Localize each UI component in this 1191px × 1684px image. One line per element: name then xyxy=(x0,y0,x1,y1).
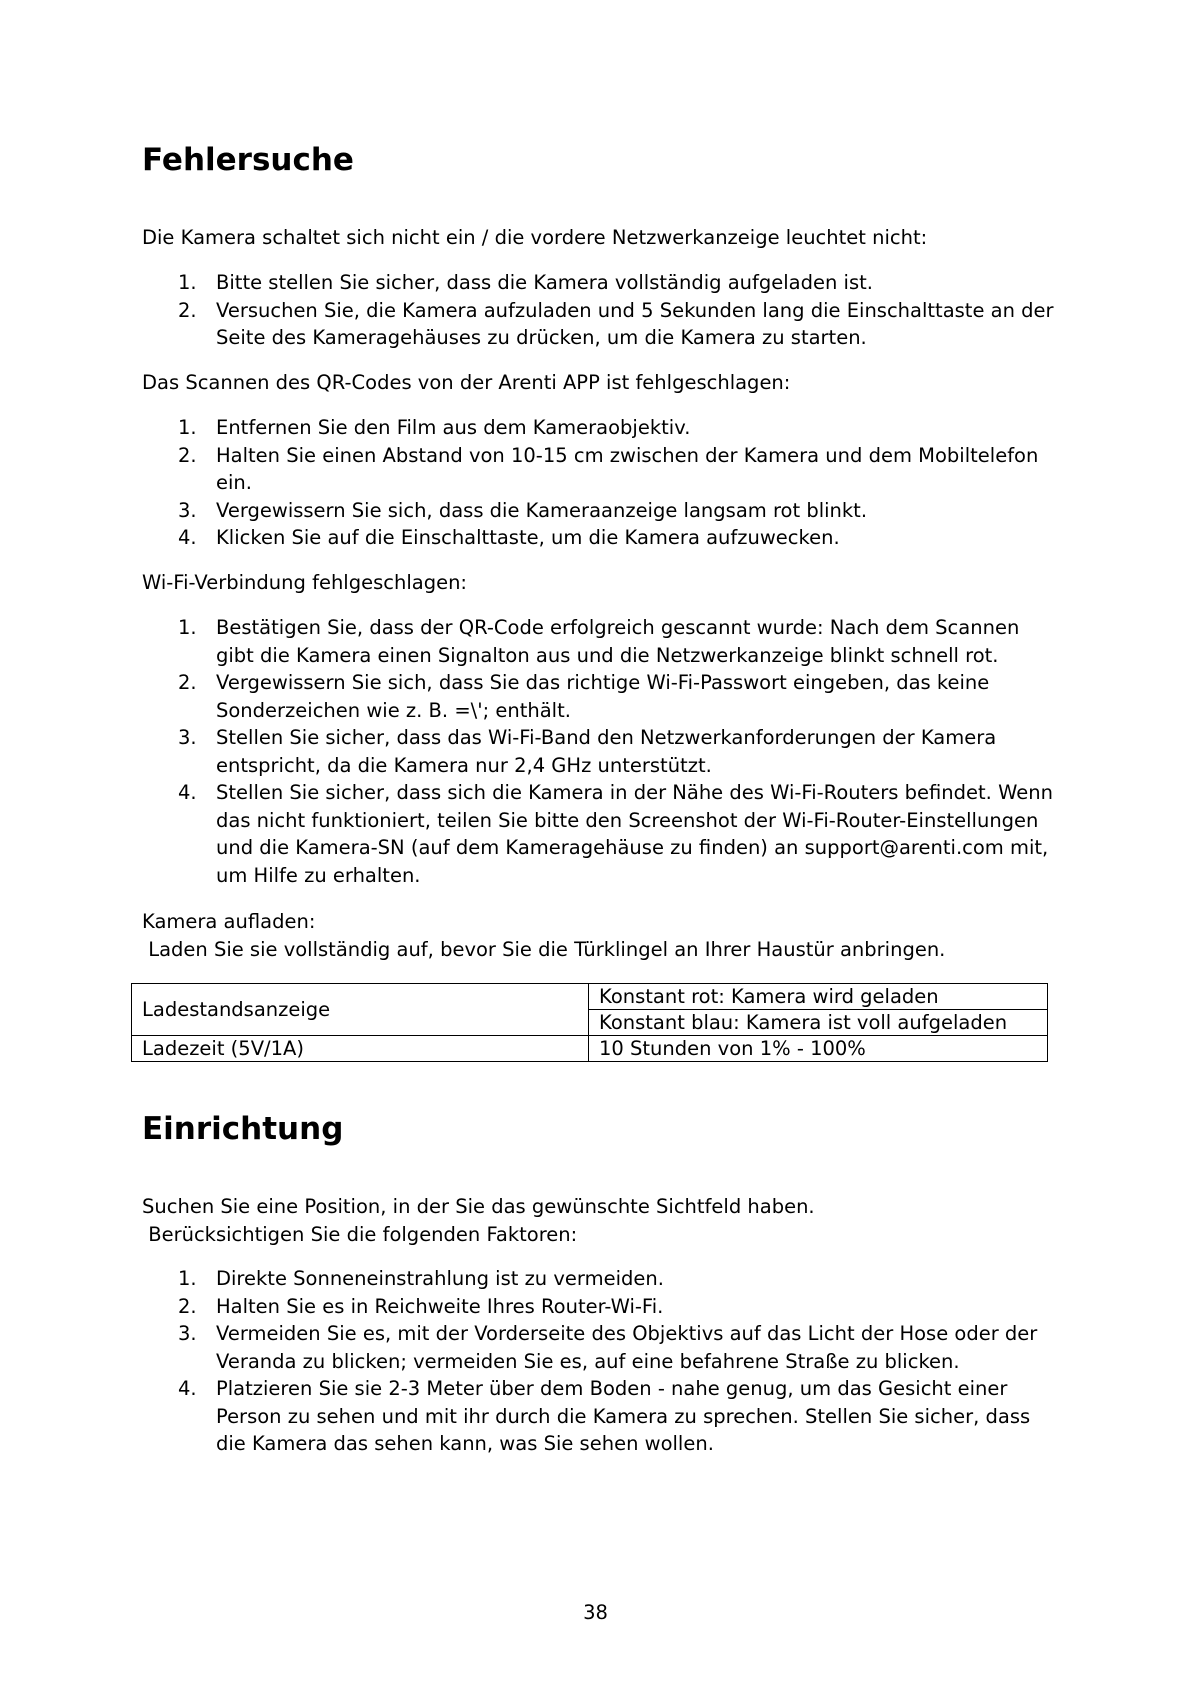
table-cell-indicator-red: Konstant rot: Kamera wird geladen xyxy=(589,984,1048,1010)
list-item-number: 3. xyxy=(178,726,197,749)
setup-intro-line1: Suchen Sie eine Position, in der Sie das gewünschte Sichtfeld haben. xyxy=(142,1195,815,1218)
qr-scan-intro: Das Scannen des QR-Codes von der Arenti APP ist fehlgeschlagen: xyxy=(142,371,791,394)
list-item-number: 3. xyxy=(178,1322,197,1345)
list-item-text: Bitte stellen Sie sicher, dass die Kamera vollständig aufgeladen ist. xyxy=(216,271,873,294)
list-item-text: Halten Sie es in Reichweite Ihres Router-Wi-Fi. xyxy=(216,1294,664,1318)
list-item-text: Halten Sie einen Abstand von 10-15 cm zwischen der Kamera und dem Mobiltelefon ein. xyxy=(216,443,1039,494)
list-item xyxy=(142,1265,1062,1293)
list-item-number: 1. xyxy=(178,271,197,294)
list-item-text: Stellen Sie sicher, dass sich die Kamera in der Nähe des Wi-Fi-Routers befindet. Wenn das nicht funktioniert, teilen Sie bitte den Screenshot der Wi-Fi-Router-Einstellungen und die Kamera-SN (auf dem Kameragehäuse zu finden) an support@arenti.com mit, um Hilfe zu erhalten. xyxy=(216,781,1053,887)
list-item xyxy=(142,724,1062,779)
list-item-number: 4. xyxy=(178,781,197,804)
list-item-number: 4. xyxy=(178,526,197,549)
list-item xyxy=(142,1320,1062,1375)
list-item-text: Versuchen Sie, die Kamera aufzuladen und 5 Sekunden lang die Einschalttaste an der Seite des Kameragehäuses zu drücken, um die Kamera zu starten. xyxy=(216,298,1054,349)
list-item xyxy=(142,614,1062,669)
list-item xyxy=(142,1375,1062,1458)
camera-power-list xyxy=(142,269,1062,352)
charging-heading: Kamera aufladen: xyxy=(142,910,316,933)
wifi-intro: Wi-Fi-Verbindung fehlgeschlagen: xyxy=(142,571,468,594)
setup-intro-line2: Berücksichtigen Sie die folgenden Faktoren: xyxy=(142,1223,578,1246)
list-item-number: 3. xyxy=(178,498,197,522)
table-cell-time-label: Ladezeit (5V/1A) xyxy=(132,1036,589,1062)
list-item-text: Klicken Sie auf die Einschalttaste, um die Kamera aufzuwecken. xyxy=(216,526,840,549)
camera-power-intro: Die Kamera schaltet sich nicht ein / die vordere Netzwerkanzeige leuchtet nicht: xyxy=(142,226,928,249)
list-item xyxy=(142,669,1062,724)
list-item-number: 1. xyxy=(178,616,197,639)
list-item-text: Entfernen Sie den Film aus dem Kameraobjektiv. xyxy=(216,416,691,439)
charging-table xyxy=(131,983,1048,1062)
list-item-number: 2. xyxy=(178,443,197,467)
list-item xyxy=(142,414,1062,442)
list-item-text: Stellen Sie sicher, dass das Wi-Fi-Band den Netzwerkanforderungen der Kamera entspricht, da die Kamera nur 2,4 GHz unterstützt. xyxy=(216,726,997,777)
table-row xyxy=(132,1036,1048,1062)
list-item-number: 1. xyxy=(178,1267,197,1290)
list-item xyxy=(142,779,1062,889)
list-item xyxy=(142,1293,1062,1321)
list-item-text: Platzieren Sie sie 2-3 Meter über dem Boden - nahe genug, um das Gesicht einer Person zu sehen und mit ihr durch die Kamera zu sprechen. Stellen Sie sicher, dass die Kamera das sehen kann, was Sie sehen wollen. xyxy=(216,1377,1031,1455)
table-row xyxy=(132,984,1048,1010)
list-item xyxy=(142,442,1062,497)
list-item xyxy=(142,269,1062,297)
table-cell-indicator-label: Ladestandsanzeige xyxy=(132,984,589,1036)
page-number: 38 xyxy=(583,1601,608,1624)
section-title-setup: Einrichtung xyxy=(142,1111,344,1147)
list-item xyxy=(142,524,1062,552)
list-item-text: Vergewissern Sie sich, dass Sie das richtige Wi-Fi-Passwort eingeben, das keine Sonderzeichen wie z. B. =\'; enthält. xyxy=(216,671,990,722)
list-item xyxy=(142,497,1062,525)
wifi-list xyxy=(142,614,1062,889)
table-cell-time-value: 10 Stunden von 1% - 100% xyxy=(589,1036,1048,1062)
list-item-text: Direkte Sonneneinstrahlung ist zu vermeiden. xyxy=(216,1267,664,1290)
qr-scan-list xyxy=(142,414,1062,552)
list-item-number: 2. xyxy=(178,671,197,694)
setup-list xyxy=(142,1265,1062,1458)
list-item-number: 2. xyxy=(178,298,197,322)
list-item xyxy=(142,297,1062,352)
table-cell-indicator-blue: Konstant blau: Kamera ist voll aufgeladen xyxy=(589,1010,1048,1036)
list-item-number: 4. xyxy=(178,1377,197,1400)
list-item-text: Bestätigen Sie, dass der QR-Code erfolgreich gescannt wurde: Nach dem Scannen gibt die Kamera einen Signalton aus und die Netzwerkanzeige blinkt schnell rot. xyxy=(216,616,1020,667)
list-item-number: 1. xyxy=(178,416,197,439)
charging-text: Laden Sie sie vollständig auf, bevor Sie die Türklingel an Ihrer Haustür anbringen. xyxy=(142,938,946,961)
list-item-text: Vergewissern Sie sich, dass die Kameraanzeige langsam rot blinkt. xyxy=(216,498,868,522)
list-item-text: Vermeiden Sie es, mit der Vorderseite des Objektivs auf das Licht der Hose oder der Veranda zu blicken; vermeiden Sie es, auf eine befahrene Straße zu blicken. xyxy=(216,1322,1038,1373)
section-title-troubleshooting: Fehlersuche xyxy=(142,142,354,178)
list-item-number: 2. xyxy=(178,1294,197,1318)
